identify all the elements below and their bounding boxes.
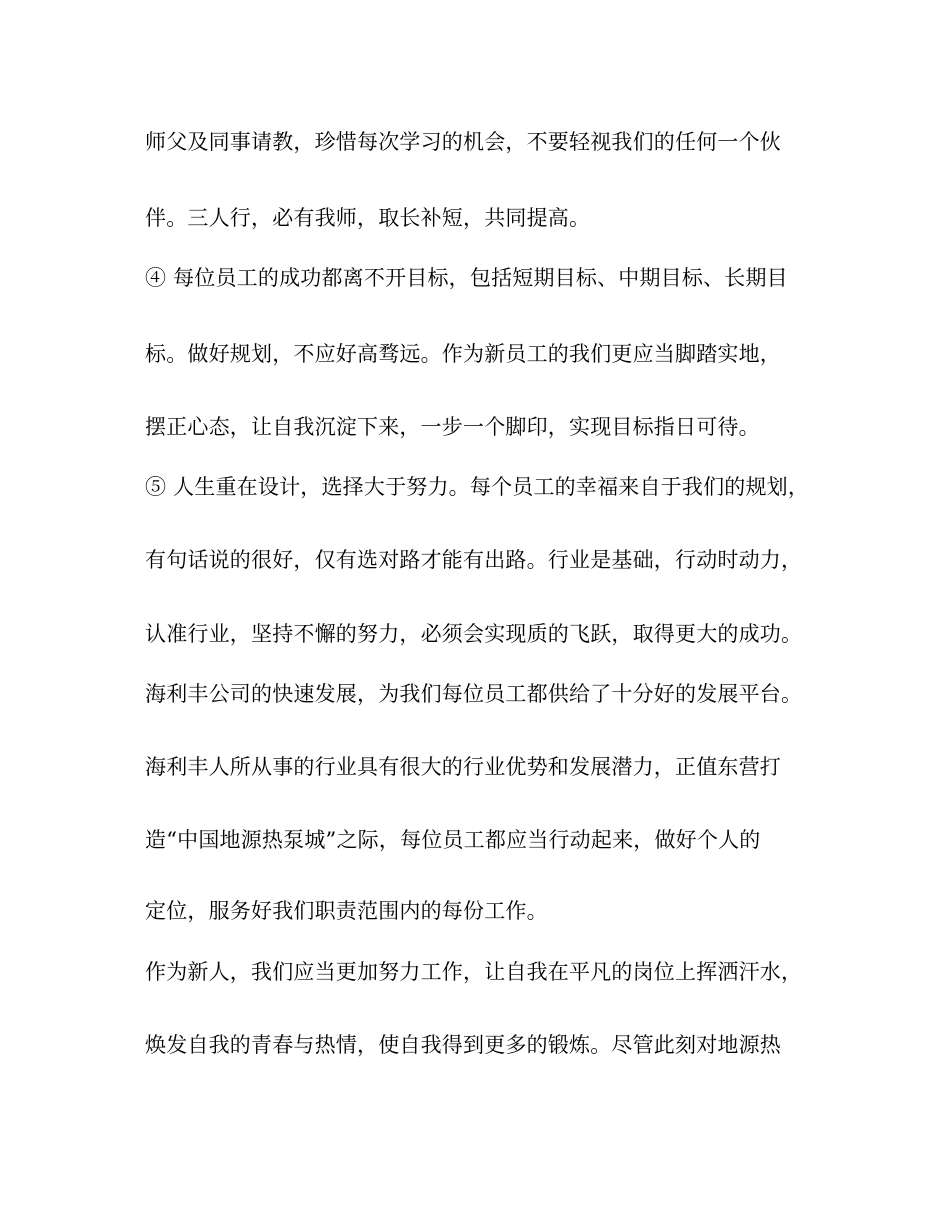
text-line: 摆正心态，让自我沉淀下来，一步一个脚印，实现目标指日可待。 <box>145 415 760 439</box>
text-line: ⑤ 人生重在设计，选择大于努力。每个员工的幸福来自于我们的规划， <box>145 475 810 499</box>
text-line: 标。做好规划，不应好高骛远。作为新员工的我们更应当脚踏实地， <box>145 342 781 366</box>
text-line: 认准行业，坚持不懈的努力，必须会实现质的飞跃，取得更大的成功。 <box>145 622 803 646</box>
text-line: ④ 每位员工的成功都离不开目标，包括短期目标、中期目标、长期目 <box>145 266 788 290</box>
text-line: 伴。三人行，必有我师，取长补短，共同提高。 <box>145 206 591 230</box>
text-line: 有句话说的很好，仅有选对路才能有出路。行业是基础，行动时动力， <box>145 548 803 572</box>
text-line: 定位，服务好我们职责范围内的每份工作。 <box>145 899 548 923</box>
text-line: 海利丰公司的快速发展，为我们每位员工都供给了十分好的发展平台。 <box>145 682 803 706</box>
text-line: 师父及同事请教，珍惜每次学习的机会，不要轻视我们的任何一个伙 <box>145 130 781 154</box>
text-line: 海利丰人所从事的行业具有很大的行业优势和发展潜力，正值东营打 <box>145 755 781 779</box>
text-line: 焕发自我的青春与热情，使自我得到更多的锻炼。尽管此刻对地源热 <box>145 1033 781 1057</box>
text-line: 作为新人，我们应当更加努力工作，让自我在平凡的岗位上挥洒汗水， <box>145 960 803 984</box>
text-line: 造“中国地源热泵城”之际，每位员工都应当行动起来，做好个人的 <box>145 828 761 852</box>
